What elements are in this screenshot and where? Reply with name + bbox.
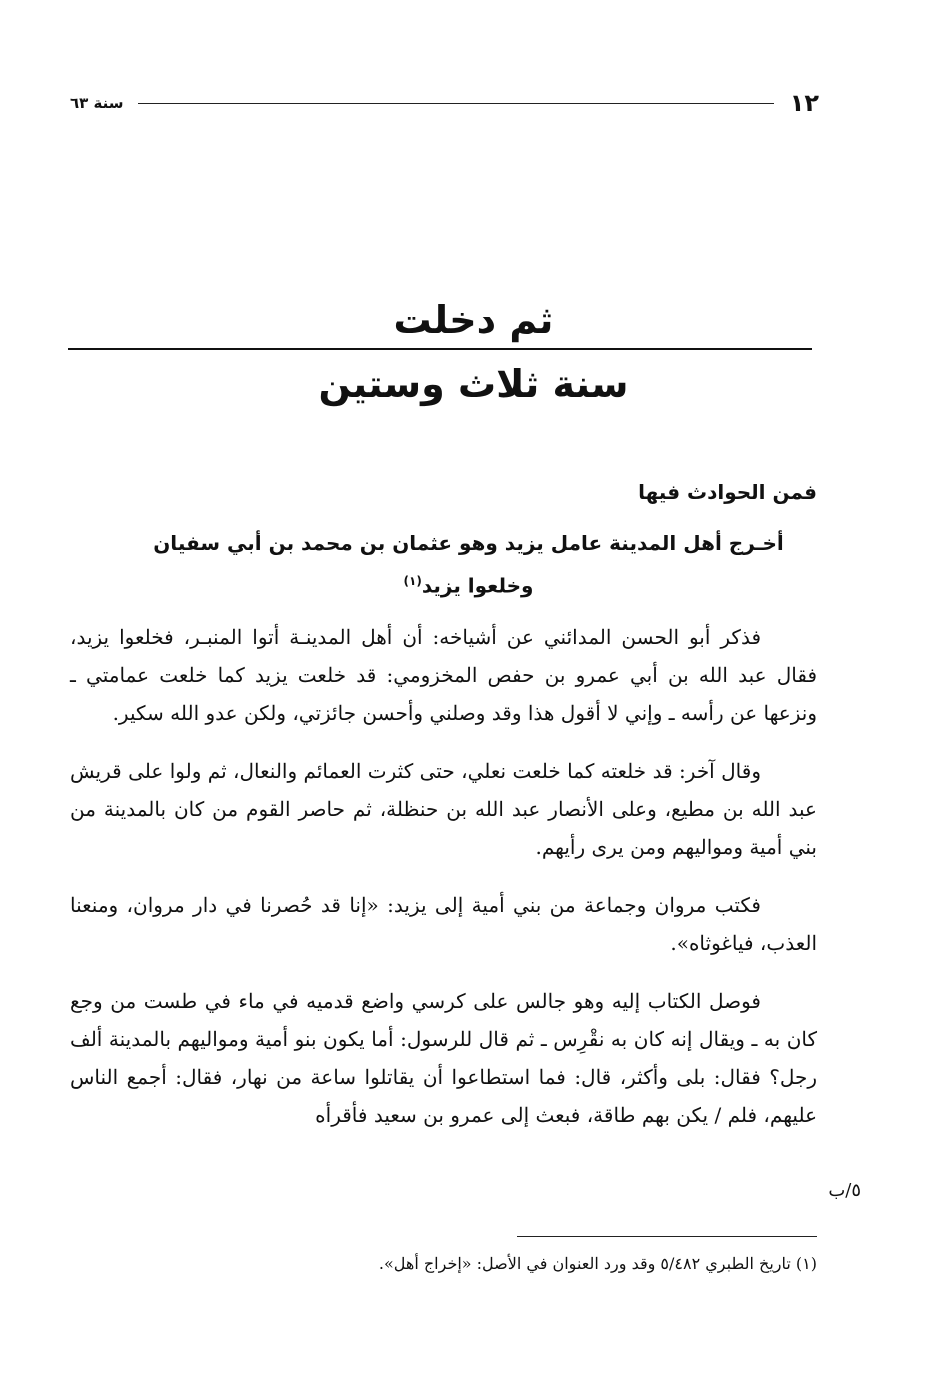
section-heading: فمن الحوادث فيها [638,480,817,504]
sub-heading [120,524,817,605]
page-number: ١٢ [789,89,819,117]
title-divider [68,348,812,350]
footnote-ref: (١) [403,574,422,588]
paragraph-3: فكتب مروان وجماعة من بني أمية إلى يزيد: «إنا قد حُصرنا في دار مروان، ومنعنا العذب، فياغوثاه». [70,893,817,955]
chapter-title-line1: ثم دخلت [393,298,554,342]
sub-heading-text: أخـرج أهل المدينة عامل يزيد وهو عثمان بن محمد بن أبي سفيان وخلعوا يزيد [153,531,784,598]
paragraph-2: وقال آخر: قد خلعته كما خلعت نعلي، حتى كثرت العمائم والنعال، ثم ولوا على قريش عبد الله بن مطيع، وعلى الأنصار عبد الله بن حنظلة، ثم حاصر القوم من كان بالمدينة من بني أمية ومواليهم ومن يرى رأيهم. [70,759,817,859]
body-text [70,618,817,1154]
chapter-title-line2: سنة ثلاث وستين [318,362,629,406]
footnote-rule [517,1236,817,1237]
header-year-label: سنة ٦٣ [70,94,124,112]
margin-note: ٥/ب [828,1180,861,1201]
paragraph-1: فذكر أبو الحسن المدائني عن أشياخه: أن أهل المدينـة أتوا المنبـر، فخلعوا يزيد، فقال عبد الله بن أبي عمرو بن حفص المخزومي: قد خلعت يزيد كما خلعت عمامتي ـ ونزعها عن رأسه ـ وإني لا أقول هذا وقد وصلني وأحسن جائزتي، ولكن عدو الله سكير. [70,625,817,725]
footnote: (١) تاريخ الطبري ٥/٤٨٢ وقد ورد العنوان في الأصل: «إخراج أهل». [378,1254,817,1273]
paragraph-4: فوصل الكتاب إليه وهو جالس على كرسي واضع قدميه في ماء في طست من وجع كان به ـ ويقال إنه كان به نقْرِس ـ ثم قال للرسول: أما يكون بنو أمية ومواليهم بالمدينة ألف رجل؟ فقال: بلى وأكثر، قال: فما استطاعوا أن يقاتلوا ساعة من نهار، فقال: أجمع الناس عليهم، فلم / يكن بهم طاقة، فبعث إلى عمرو بن سعيد فأقرأه [70,989,817,1127]
header-rule [138,103,774,104]
running-header [70,88,819,118]
